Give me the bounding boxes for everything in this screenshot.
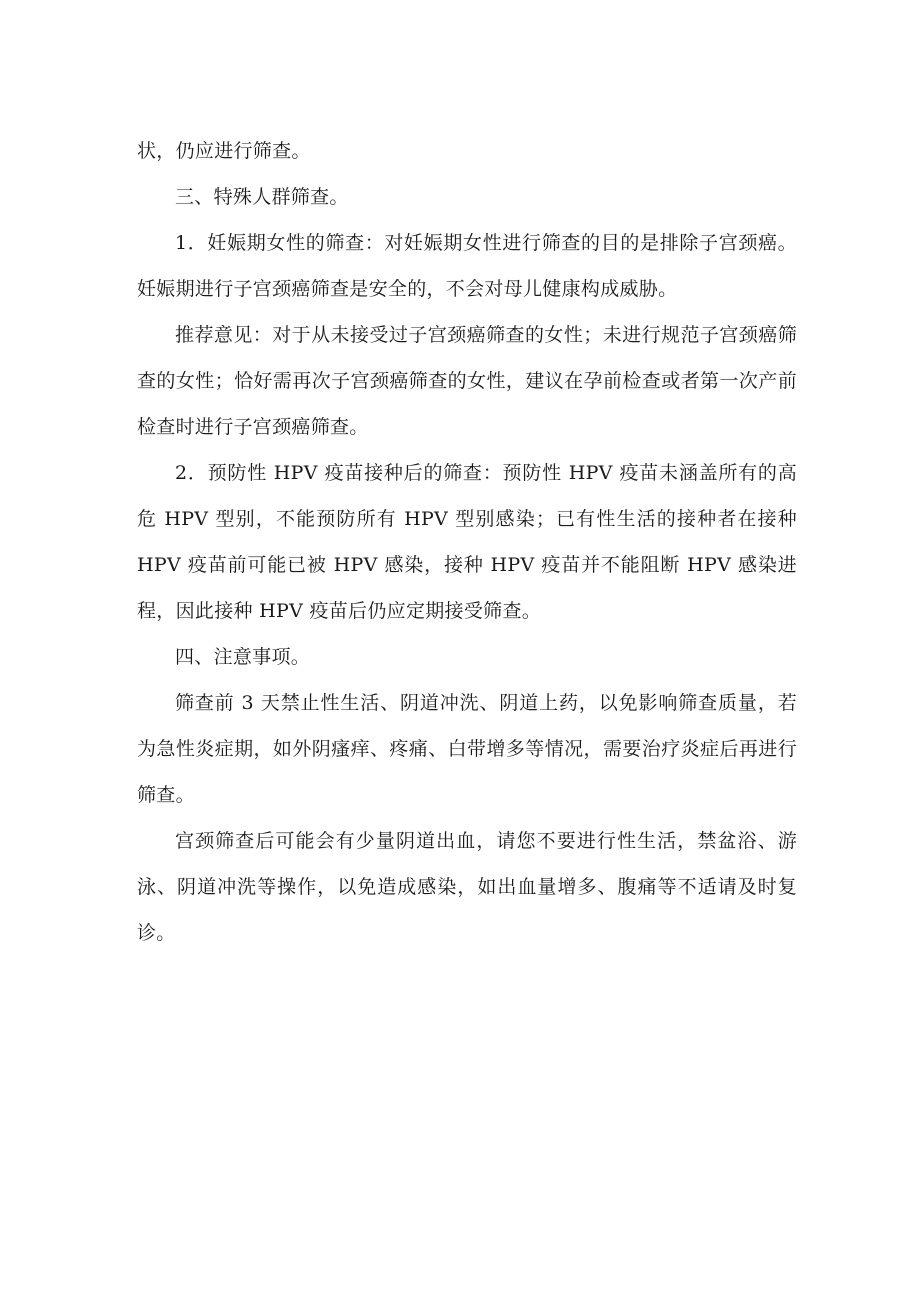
section-heading-precautions: 四、注意事项。	[175, 646, 311, 668]
paragraph-recommendation: 推荐意见：对于从未接受过子宫颈癌筛查的女性；未进行规范子宫颈癌筛查的女性；恰好需再次子宫颈癌筛查的女性，建议在孕前检查或者第一次产前检查时进行子宫颈癌筛查。	[137, 324, 797, 438]
paragraph-continuation: 状，仍应进行筛查。	[137, 140, 311, 162]
section-heading-special-populations: 三、特殊人群筛查。	[175, 186, 349, 208]
paragraph-post-screening-notes: 宫颈筛查后可能会有少量阴道出血，请您不要进行性生活，禁盆浴、游泳、阴道冲洗等操作，以免造成感染，如出血量增多、腹痛等不适请及时复诊。	[137, 830, 797, 944]
document-body	[137, 128, 797, 956]
paragraph-pre-screening-notes: 筛查前 3 天禁止性生活、阴道冲洗、阴道上药，以免影响筛查质量，若为急性炎症期，如外阴瘙痒、疼痛、白带增多等情况，需要治疗炎症后再进行筛查。	[137, 692, 797, 806]
paragraph-pregnancy-screening: 1．妊娠期女性的筛查：对妊娠期女性进行筛查的目的是排除子宫颈癌。妊娠期进行子宫颈癌筛查是安全的，不会对母儿健康构成威胁。	[137, 232, 797, 300]
paragraph-hpv-vaccine-screening: 2．预防性 HPV 疫苗接种后的筛查：预防性 HPV 疫苗未涵盖所有的高危 HPV 型别，不能预防所有 HPV 型别感染；已有性生活的接种者在接种 HPV 疫苗前可能已被 HPV 感染，接种 HPV 疫苗并不能阻断 HPV 感染进程，因此接种 HPV 疫苗后仍应定期接受筛查。	[137, 462, 797, 622]
